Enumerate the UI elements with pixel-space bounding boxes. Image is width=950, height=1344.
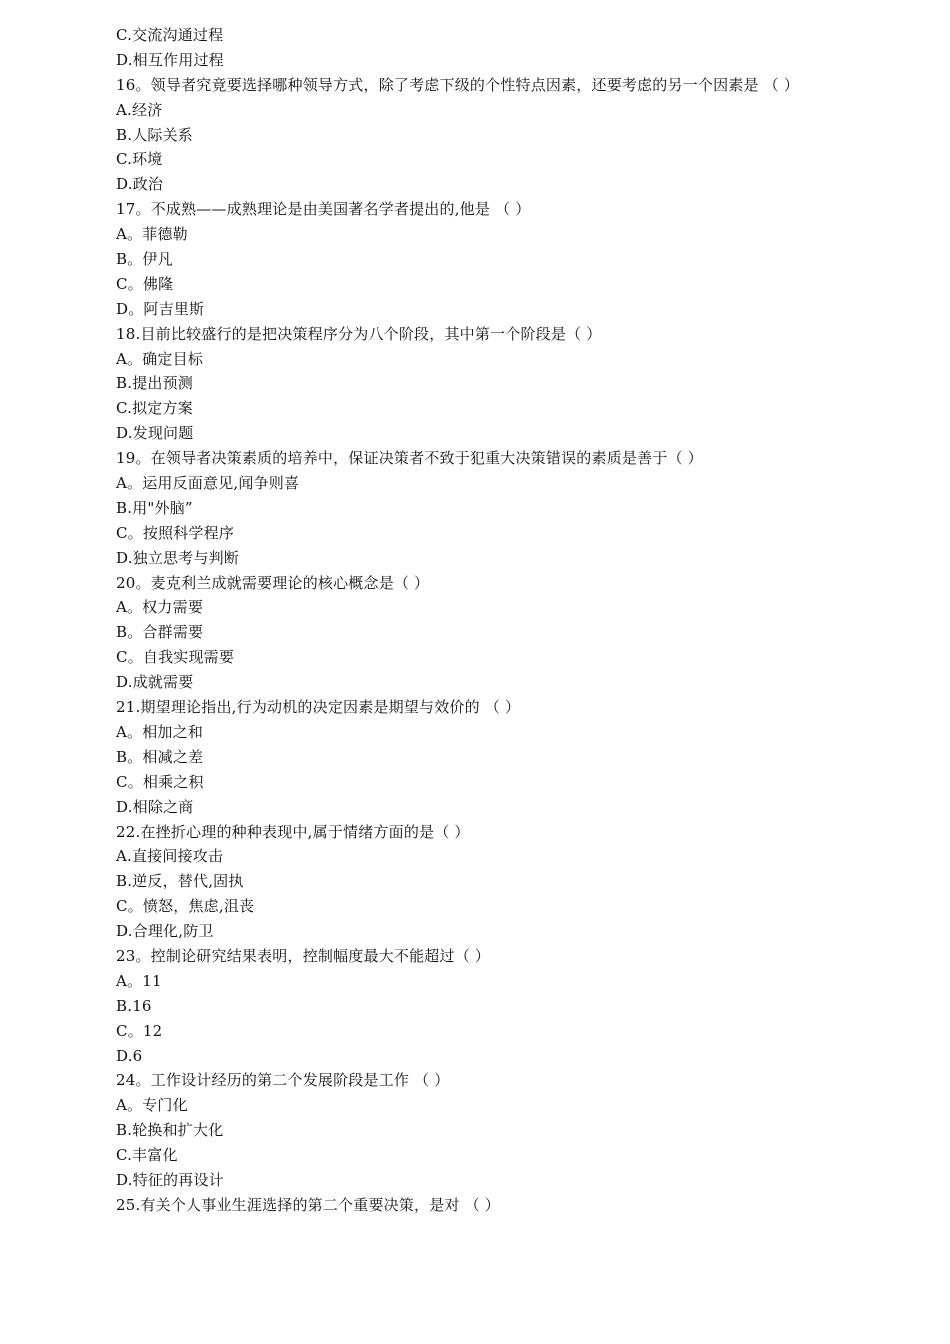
question-24-option-b: B.轮换和扩大化 — [116, 1121, 224, 1140]
question-25-stem: 25.有关个人事业生涯选择的第二个重要决策，是对 （ ） — [116, 1195, 500, 1214]
question-24-option-d: D.特征的再设计 — [116, 1170, 224, 1189]
question-23 — [116, 944, 936, 1068]
question-16-option-d: D.政治 — [116, 175, 164, 194]
question-19 — [116, 446, 936, 570]
question-20-option-b: B。合群需要 — [116, 623, 204, 642]
question-21-option-b: B。相减之差 — [116, 747, 204, 766]
question-17-option-a: A。菲德勒 — [116, 225, 188, 244]
question-21 — [116, 695, 936, 819]
question-20-option-d: D.成就需要 — [116, 673, 194, 692]
question-18-option-b: B.提出预测 — [116, 374, 193, 393]
question-24 — [116, 1068, 936, 1192]
question-17 — [116, 197, 936, 321]
question-22-option-c: C。愤怒，焦虑,沮丧 — [116, 897, 255, 916]
question-22-option-b: B.逆反，替代,固执 — [116, 872, 244, 891]
question-19-stem: 19。在领导者决策素质的培养中，保证决策者不致于犯重大决策错误的素质是善于（ ） — [116, 449, 703, 468]
question-15 — [116, 23, 936, 73]
question-21-option-d: D.相除之商 — [116, 797, 194, 816]
question-23-option-b: B.16 — [116, 996, 152, 1015]
question-22-option-a: A.直接间接攻击 — [116, 847, 224, 866]
question-17-option-b: B。伊凡 — [116, 250, 173, 269]
question-24-stem: 24。工作设计经历的第二个发展阶段是工作 （ ） — [116, 1071, 450, 1090]
question-18 — [116, 322, 936, 446]
question-22 — [116, 820, 936, 944]
question-23-stem: 23。控制论研究结果表明，控制幅度最大不能超过（ ） — [116, 946, 491, 965]
question-18-option-d: D.发现问题 — [116, 424, 194, 443]
exam-question-list — [116, 23, 936, 1218]
question-18-option-c: C.拟定方案 — [116, 399, 193, 418]
question-23-option-d: D.6 — [116, 1046, 143, 1065]
question-16-option-c: C.环境 — [116, 150, 163, 169]
question-16-option-a: A.经济 — [116, 100, 163, 119]
question-17-option-d: D。阿吉里斯 — [116, 299, 205, 318]
question-25 — [116, 1193, 936, 1218]
question-24-option-c: C.丰富化 — [116, 1146, 178, 1165]
question-15-option-d: D.相互作用过程 — [116, 50, 224, 69]
question-21-option-a: A。相加之和 — [116, 722, 204, 741]
question-20-stem: 20。麦克利兰成就需要理论的核心概念是（ ） — [116, 573, 430, 592]
question-19-option-d: D.独立思考与判断 — [116, 548, 240, 567]
question-21-stem: 21.期望理论指出,行为动机的决定因素是期望与效价的 （ ） — [116, 698, 521, 717]
question-21-option-c: C。相乘之积 — [116, 772, 204, 791]
question-19-option-c: C。按照科学程序 — [116, 523, 235, 542]
question-20-option-c: C。自我实现需要 — [116, 648, 235, 667]
question-15-option-c: C.交流沟通过程 — [116, 26, 224, 44]
question-22-stem: 22.在挫折心理的种种表现中,属于情绪方面的是（ ） — [116, 822, 470, 841]
question-16 — [116, 73, 936, 197]
question-19-option-b: B.用"外脑” — [116, 498, 193, 517]
question-20-option-a: A。权力需要 — [116, 598, 204, 617]
question-20 — [116, 571, 936, 695]
question-22-option-d: D.合理化,防卫 — [116, 922, 214, 941]
question-18-stem: 18.目前比较盛行的是把决策程序分为八个阶段，其中第一个阶段是（ ） — [116, 324, 602, 343]
question-17-stem: 17。不成熟——成熟理论是由美国著名学者提出的,他是 （ ） — [116, 200, 531, 219]
question-18-option-a: A。确定目标 — [116, 349, 204, 368]
question-16-option-b: B.人际关系 — [116, 125, 193, 144]
question-23-option-c: C。12 — [116, 1021, 163, 1040]
question-24-option-a: A。专门化 — [116, 1096, 188, 1115]
question-17-option-c: C。佛隆 — [116, 274, 174, 293]
question-19-option-a: A。运用反面意见,闻争则喜 — [116, 474, 300, 493]
question-23-option-a: A。11 — [116, 971, 162, 990]
question-16-stem: 16。领导者究竟要选择哪种领导方式，除了考虑下级的个性特点因素，还要考虑的另一个因素是 （ ） — [116, 75, 800, 94]
